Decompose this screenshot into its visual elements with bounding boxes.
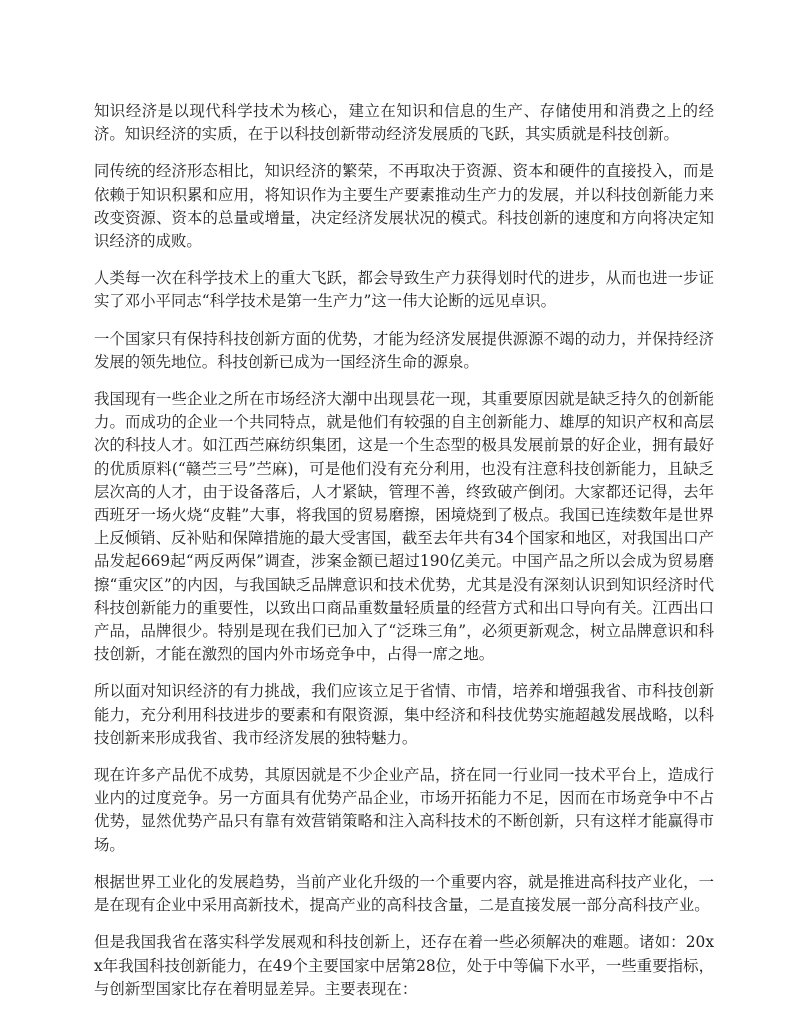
- paragraph-5: 我国现有一些企业之所在市场经济大潮中出现昙花一现，其重要原因就是缺乏持久的创新能力。而成功的企业一个共同特点，就是他们有较强的自主创新能力、雄厚的知识产权和高层次的科技人才。如江西苎麻纺织集团，这是一个生态型的极具发展前景的好企业，拥有最好的优质原料(“赣苎三号”苎麻)，可是他们没有充分利用，也没有注意科技创新能力，且缺乏层次高的人才，由于设备落后，人才紧缺，管理不善，终致破产倒闭。大家都还记得，去年西班牙一场火烧“皮鞋”大事，将我国的贸易磨擦，困境烧到了极点。我国已连续数年是世界上反倾销、反补贴和保障措施的最大受害国，截至去年共有34个国家和地区，对我国出口产品发起669起“两反两保”调查，涉案金额已超过190亿美元。中国产品之所以会成为贸易磨擦“重灾区”的内因，与我国缺乏品牌意识和技术优势，尤其是没有深刻认识到知识经济时代科技创新能力的重要性，以致出口商品重数量轻质量的经营方式和出口导向有关。江西出口产品，品牌很少。特别是现在我们已加入了“泛珠三角”，必须更新观念，树立品牌意识和科技创新，才能在激烈的国内外市场竞争中，占得一席之地。: [94, 390, 714, 664]
- paragraph-8: 根据世界工业化的发展趋势，当前产业化升级的一个重要内容，就是推进高科技产业化，一是在现有企业中采用高新技术，提高产业的高科技含量，二是直接发展一部分高科技产业。: [94, 872, 714, 915]
- paragraph-6: 所以面对知识经济的有力挑战，我们应该立足于省情、市情，培养和增强我省、市科技创新能力，充分利用科技进步的要素和有限资源，集中经济和科技优势实施超越发展战略，以科技创新来形成我省、我市经济发展的独特魅力。: [94, 682, 714, 747]
- paragraph-2: 同传统的经济形态相比，知识经济的繁荣，不再取决于资源、资本和硬件的直接投入，而是依赖于知识积累和应用，将知识作为主要生产要素推动生产力的发展，并以科技创新能力来改变资源、资本的总量或增量，决定经济发展状况的模式。科技创新的速度和方向将决定知识经济的成败。: [94, 162, 714, 251]
- paragraph-9: 但是我国我省在落实科学发展观和科技创新上，还存在着一些必须解决的难题。诸如：20xx年我国科技创新能力，在49个主要国家中居第28位，处于中等偏下水平，一些重要指标，与创新型国家比存在着明显差异。主要表现在：: [94, 933, 714, 998]
- document-page: [94, 100, 714, 1015]
- paragraph-1: 知识经济是以现代科学技术为核心，建立在知识和信息的生产、存储使用和消费之上的经济。知识经济的实质，在于以科技创新带动经济发展质的飞跃，其实质就是科技创新。: [94, 102, 714, 144]
- paragraph-3: 人类每一次在科学技术上的重大飞跃，都会导致生产力获得划时代的进步，从而也进一步证实了邓小平同志“科学技术是第一生产力”这一伟大论断的远见卓识。: [94, 269, 714, 311]
- paragraph-4: 一个国家只有保持科技创新方面的优势，才能为经济发展提供源源不竭的动力，并保持经济发展的领先地位。科技创新已成为一国经济生命的源泉。: [94, 329, 714, 371]
- paragraph-7: 现在许多产品优不成势，其原因就是不少企业产品，挤在同一行业同一技术平台上，造成行业内的过度竞争。另一方面具有优势产品企业，市场开拓能力不足，因而在市场竞争中不占优势，显然优势产品只有靠有效营销策略和注入高科技术的不断创新，只有这样才能赢得市场。: [94, 766, 714, 854]
